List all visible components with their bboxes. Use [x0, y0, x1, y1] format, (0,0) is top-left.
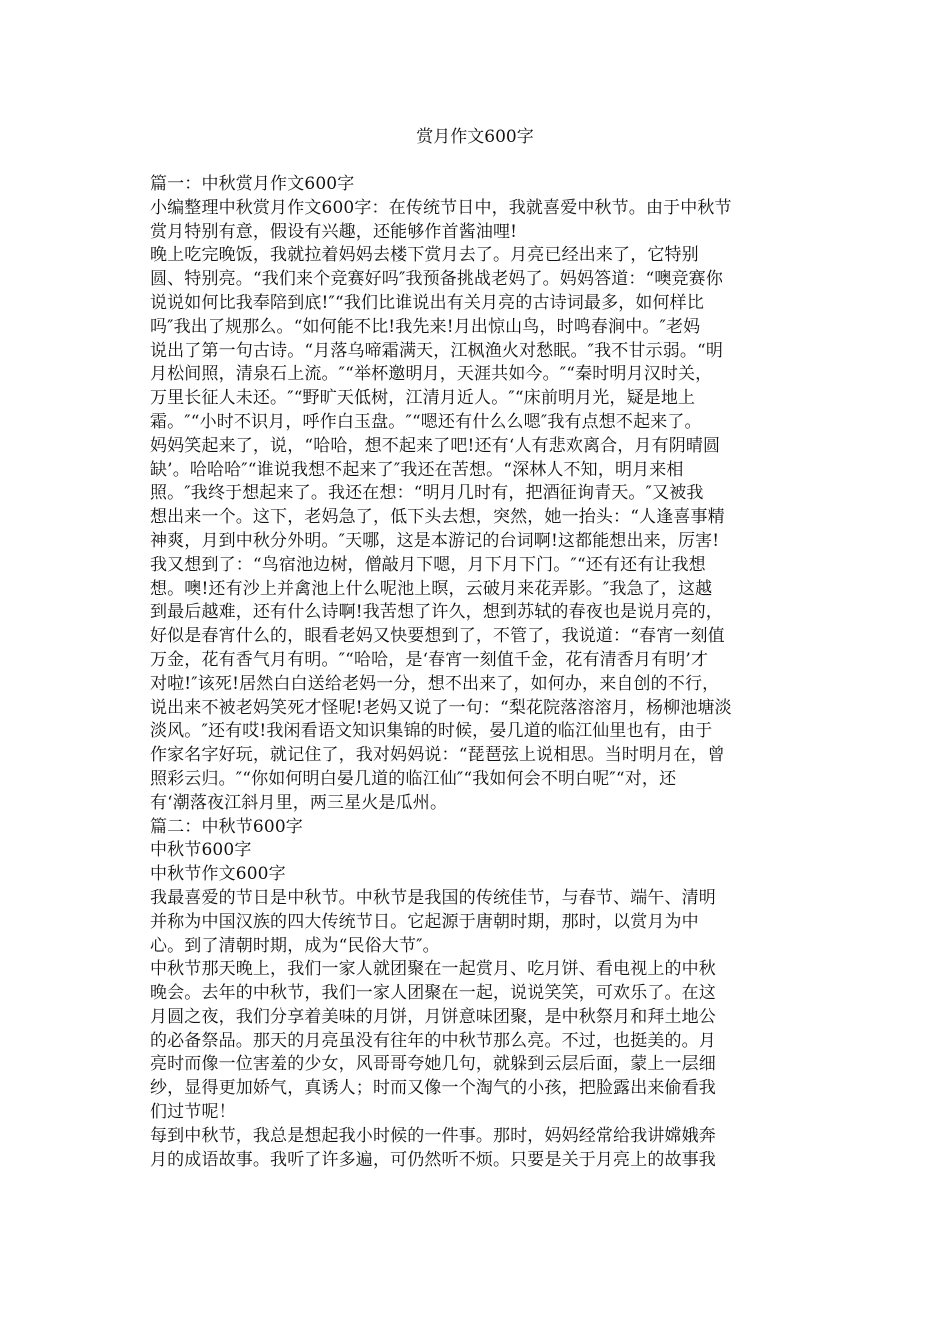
text-line: 心。到了清朝时期，成为“民俗大节″。 [150, 935, 440, 956]
text-line: 晚上吃完晚饭，我就拉着妈妈去楼下赏月去了。月亮已经出来了，它特别 [150, 245, 699, 266]
text-line: 缺’。哈哈哈″“谁说我想不起来了″我还在苦想。“深林人不知，明月来相 [150, 459, 684, 480]
text-line: 篇二：中秋节600字 [150, 816, 303, 837]
document-title: 赏月作文600字 [416, 127, 534, 147]
text-line: 照彩云归。″“你如何明白晏几道的临江仙″“我如何会不明白呢″“对，还 [150, 768, 677, 789]
text-line: 作家名字好玩，就记住了，我对妈妈说：“琵琶弦上说相思。当时明月在，曾 [150, 745, 725, 766]
text-line: 圆、特别亮。“我们来个竞赛好吗″我预备挑战老妈了。妈妈答道：“噢竞赛你 [150, 269, 723, 290]
text-line: 小编整理中秋赏月作文600字：在传统节日中，我就喜爱中秋节。由于中秋节 [150, 197, 732, 218]
text-line: 们过节呢！ [150, 1102, 236, 1123]
text-line: 想。噢!还有沙上并禽池上什么呢池上暝，云破月来花弄影。″我急了，这越 [150, 578, 713, 599]
text-line: 月松间照，清泉石上流。″“举杯邀明月，天涯共如今。″“秦时明月汉时关， [150, 364, 713, 385]
text-line: 中秋节600字 [150, 840, 252, 861]
text-line: 亮时而像一位害羞的少女，风哥哥夸她几句，就躲到云层后面，蒙上一层细 [150, 1054, 716, 1075]
text-line: 照。″我终于想起来了。我还在想：“明月几时有，把酒征询青天。″又被我 [150, 483, 704, 504]
text-line: 纱，显得更加娇气，真诱人；时而又像一个淘气的小孩，把脸露出来偷看我 [150, 1078, 716, 1099]
text-line: 说出来不被老妈笑死才怪呢!老妈又说了一句：“梨花院落溶溶月，杨柳池塘淡 [150, 697, 732, 718]
text-line: 到最后越难，还有什么诗啊!我苦想了许久，想到苏轼的春夜也是说月亮的， [150, 602, 723, 623]
text-line: 的必备祭品。那天的月亮虽没有往年的中秋节那么亮。不过，也挺美的。月 [150, 1030, 716, 1051]
text-line: 月圆之夜，我们分享着美味的月饼，月饼意味团聚，是中秋祭月和拜土地公 [150, 1006, 716, 1027]
text-line: 吗″我出了规那么。“如何能不比!我先来!月出惊山鸟，时鸣春涧中。″老妈 [150, 316, 701, 337]
text-line: 对啦!″该死!居然白白送给老妈一分，想不出来了，如何办，来自创的不行， [150, 673, 720, 694]
text-line: 霜。″“小时不识月，呼作白玉盘。″“嗯还有什么么嗯″我有点想不起来了。 [150, 411, 702, 432]
text-line: 想出来一个。这下，老妈急了，低下头去想，突然，她一抬头：“人逢喜事精 [150, 507, 725, 528]
text-line: 神爽，月到中秋分外明。″天哪，这是本游记的台词啊!这都能想出来，厉害! [150, 530, 720, 551]
text-line: 中秋节那天晚上，我们一家人就团聚在一起赏月、吃月饼、看电视上的中秋 [150, 959, 716, 980]
text-line: 我又想到了：“鸟宿池边树，僧敲月下嗯，月下月下门。″“还有还有让我想 [150, 554, 706, 575]
document-body [150, 173, 810, 1172]
text-line: 说说如何比我奉陪到底!″“我们比谁说出有关月亮的古诗词最多，如何样比 [150, 292, 704, 313]
text-line: 淡风。″还有哎!我闲看语文知识集锦的时候，晏几道的临江仙里也有，由于 [150, 721, 713, 742]
text-line: 篇一：中秋赏月作文600字 [150, 174, 355, 194]
text-line: 并称为中国汉族的四大传统节日。它起源于唐朝时期，那时，以赏月为中 [150, 911, 699, 932]
text-line: 晚会。去年的中秋节，我们一家人团聚在一起，说说笑笑，可欢乐了。在这 [150, 983, 716, 1004]
text-line: 万金，花有香气月有明。″“哈哈，是‘春宵一刻值千金，花有清香月有明’才 [150, 649, 709, 670]
text-line: 好似是春宵什么的，眼看老妈又快要想到了，不管了，我说道：“春宵一刻值 [150, 626, 725, 647]
text-line: 我最喜爱的节日是中秋节。中秋节是我国的传统佳节，与春节、端午、清明 [150, 887, 716, 908]
text-line: 万里长征人未还。″“野旷天低树，江清月近人。″“床前明月光，疑是地上 [150, 388, 696, 409]
text-line: 中秋节作文600字 [150, 864, 286, 885]
text-line: 说出了第一句古诗。“月落乌啼霜满天，江枫渔火对愁眠。″我不甘示弱。“明 [150, 340, 723, 361]
text-line: 赏月特别有意，假设有兴趣，还能够作首酱油哩! [150, 221, 518, 242]
text-line: 每到中秋节，我总是想起我小时候的一件事。那时，妈妈经常给我讲嫦娥奔 [150, 1125, 716, 1146]
text-line: 妈妈笑起来了，说，“哈哈，想不起来了吧!还有‘人有悲欢离合，月有阴晴圆 [150, 435, 721, 456]
text-line: 月的成语故事。我听了许多遍，可仍然听不烦。只要是关于月亮上的故事我 [150, 1149, 716, 1170]
text-line: 有‘潮落夜江斜月里，两三星火是瓜州。 [150, 792, 448, 813]
